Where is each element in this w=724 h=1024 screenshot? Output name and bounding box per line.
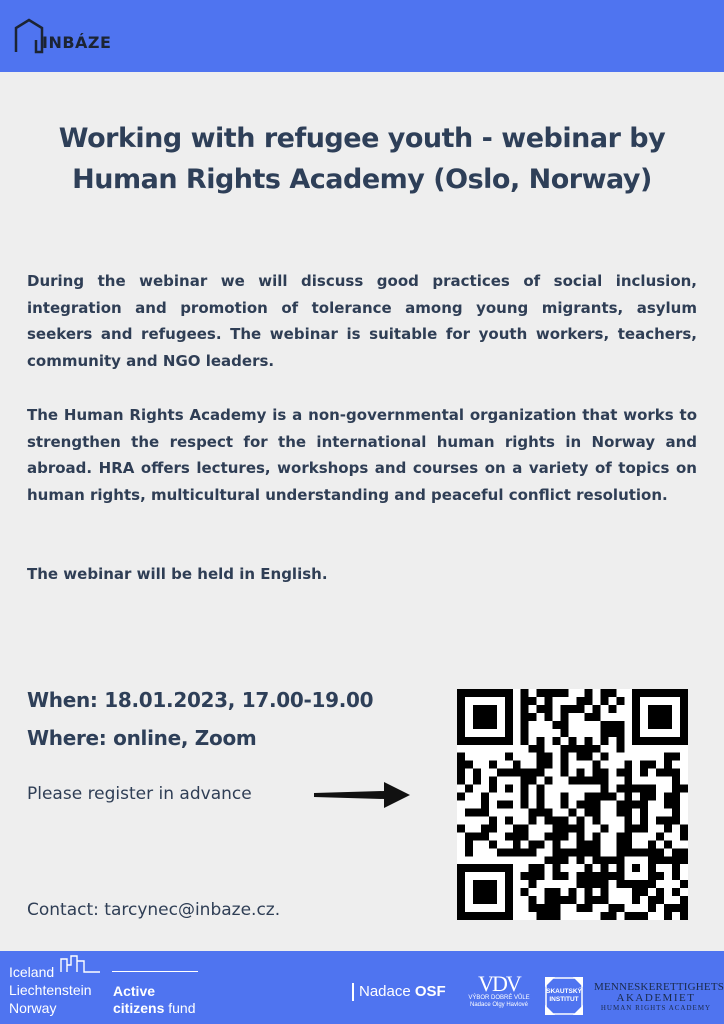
footer-bar	[0, 951, 724, 1024]
nadace-prefix: Nadace	[359, 983, 415, 1000]
contact-text[interactable]: Contact: tarcynec@inbaze.cz.	[27, 900, 281, 920]
skautsky-institut-text	[546, 988, 582, 1004]
header-bar	[0, 0, 724, 72]
fund-rest: fund	[164, 1000, 196, 1016]
arrow-right-icon	[312, 778, 412, 812]
event-when: When: 18.01.2023, 17.00-19.00	[27, 688, 374, 712]
house-icon	[14, 18, 44, 54]
skaut-line2: INSTITUT	[549, 996, 579, 1003]
organization-paragraph: The Human Rights Academy is a non-governmental organization that works to strengthen the respect for the international human rights in Norway and abroad. HRA offers lectures, workshops and courses on a variety of topics on human rights, multicultural understanding and peaceful conflict resolution.	[27, 406, 697, 504]
hra-line3: HUMAN RIGHTS ACADEMY	[600, 1004, 712, 1012]
country-norway: Norway	[9, 1000, 57, 1016]
register-text: Please register in advance	[27, 784, 252, 804]
description-paragraph: During the webinar we will discuss good practices of social inclusion, integration and promotion of tolerance among young migrants, asylum seekers and refugees. The webinar is suitable for youth workers, teachers, community and NGO leaders.	[27, 272, 697, 370]
page-title: Working with refugee youth - webinar by Human Rights Academy (Oslo, Norway)	[58, 123, 666, 195]
hra-line2: AKADEMIET	[616, 992, 696, 1004]
language-paragraph: The webinar will be held in English.	[27, 565, 328, 583]
nadace-osf-logo	[352, 983, 446, 1001]
skaut-line1: SKAUTSKÝ	[546, 988, 582, 995]
logo-text: INBÁZE	[42, 33, 112, 52]
vdv-subtitle2: Nadace Olgy Havlové	[469, 1002, 529, 1008]
nadace-bold: OSF	[414, 983, 446, 1000]
event-where: Where: online, Zoom	[27, 726, 257, 750]
vdv-logo	[468, 973, 530, 1009]
hra-line1: MENNESKERETTIGHETS	[594, 981, 724, 993]
country-liechtenstein: Liechtenstein	[9, 982, 92, 998]
vdv-subtitle: VÝBOR DOBRÉ VŮLE	[468, 995, 530, 1001]
footer-divider	[112, 971, 198, 972]
inbaze-logo[interactable]	[14, 18, 111, 54]
registration-qr-code[interactable]	[457, 689, 688, 920]
vdv-letters: VDV	[478, 971, 520, 996]
human-rights-academy-logo	[594, 981, 724, 1013]
fund-bold: citizens	[113, 1000, 165, 1016]
active-citizens-fund-logo	[113, 983, 196, 1017]
eea-grants-logo-icon	[60, 953, 100, 973]
fund-line1: Active	[113, 983, 156, 999]
country-iceland: Iceland	[9, 964, 55, 980]
